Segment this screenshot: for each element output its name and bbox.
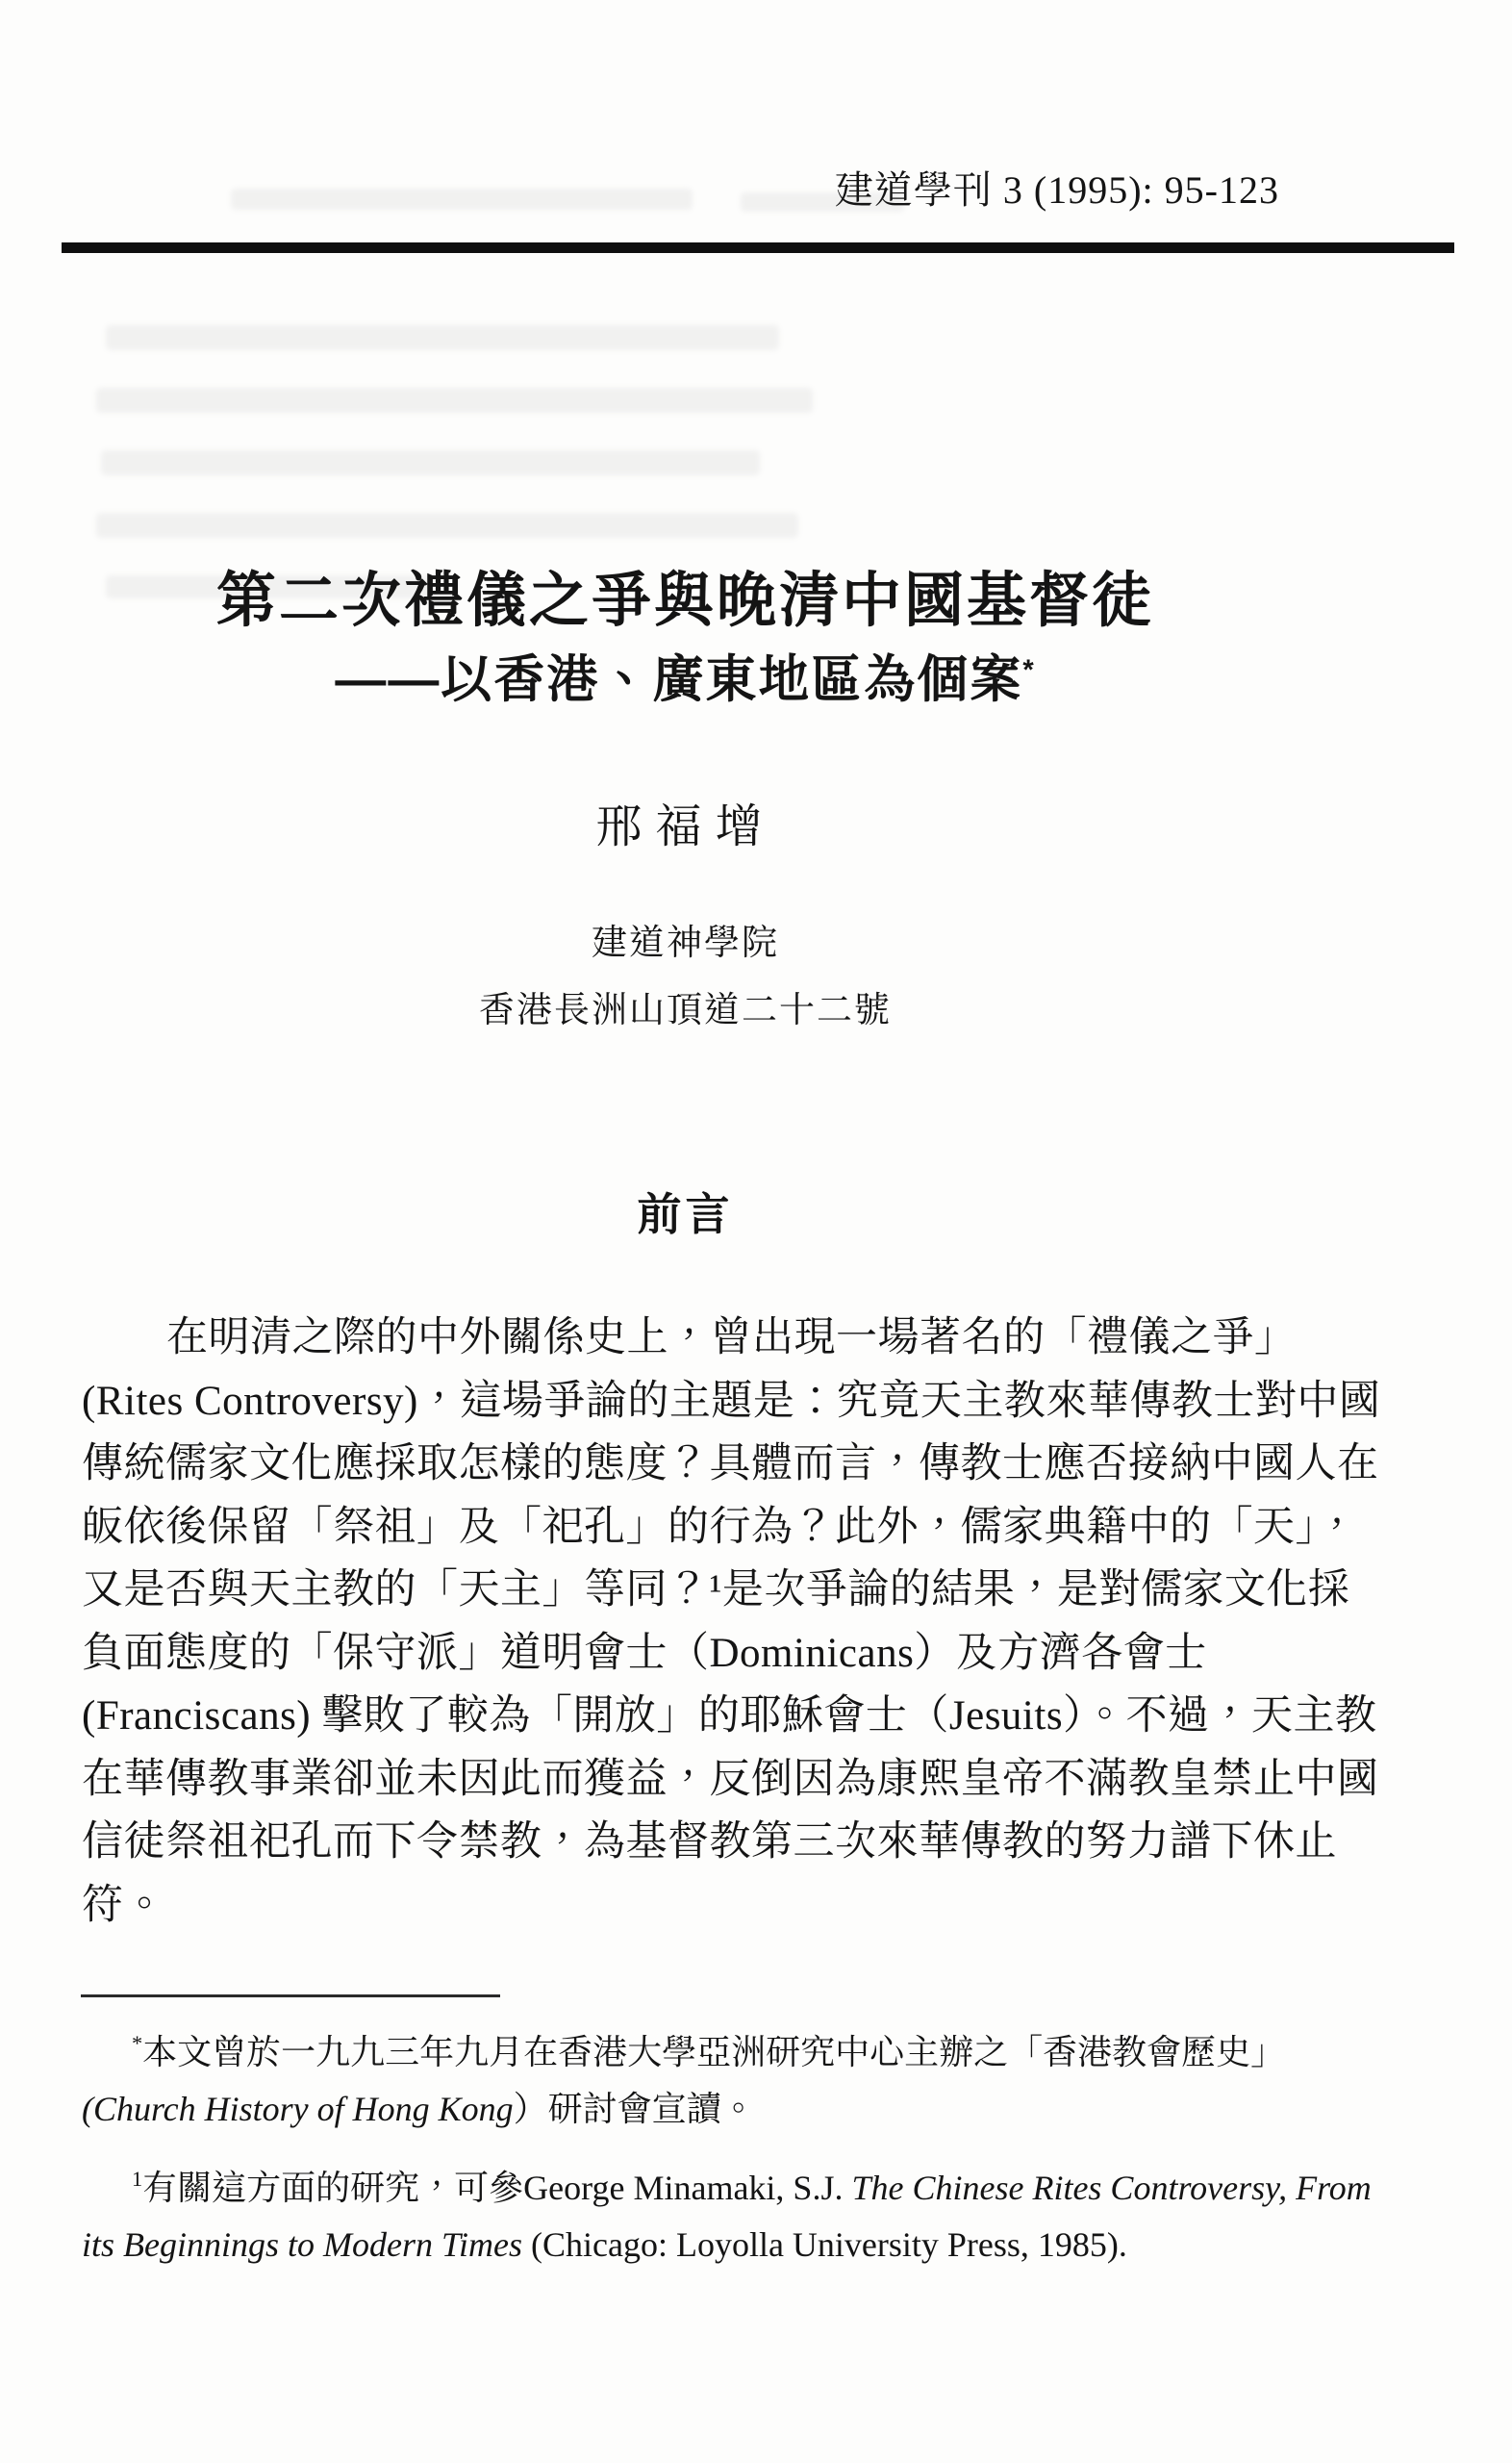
body-line: 在明清之際的中外關係史上，曾出現一場著名的「禮儀之爭」 [166,1315,1297,1360]
bleed-through-artifact [106,325,779,350]
article-subtitle [82,639,1289,712]
header-divider-rule [62,242,1454,253]
footnote-one-marker: 1 [132,2167,143,2191]
body-line: (Franciscans) 擊敗了較為「開放」的耶穌會士（Jesuits）。不過，天主教 [82,1693,1377,1739]
body-line: 皈依後保留「祭祖」及「祀孔」的行為？此外，儒家典籍中的「天」， [82,1504,1358,1550]
footnote-star-italic-title: (Church History of Hong Kong [82,2090,514,2128]
section-heading-foreword: 前言 [637,1189,734,1239]
affiliation-institution: 建道神學院 [592,924,779,963]
article-subtitle-text: ——以香港、廣東地區為個案 [335,651,1023,708]
footnote-star-text: 本文曾於一九九三年九月在香港大學亞洲研究中心主辦之「香港教會歷史」 [142,2033,1286,2071]
bleed-through-artifact [101,450,760,475]
footnote-one-line1 [82,2150,1372,2217]
footnote-star-line1 [82,2015,1296,2081]
body-line: 又是否與天主教的「天主」等同？¹是次爭論的結果，是對儒家文化採 [82,1567,1350,1612]
footnote-star-line2 [82,2081,1296,2138]
footnote-one-italic-title-part2: its Beginnings to Modern Times [82,2225,531,2264]
footnote-one-italic-title-part1: The Chinese Rites Controversy, From [851,2169,1372,2207]
body-line: 負面態度的「保守派」道明會士（Dominicans）及方濟各會士 [82,1630,1207,1676]
footnote-star-line2-rest: ）研討會宣讀。 [513,2090,756,2128]
body-line: 信徒祭祖祀孔而下令禁教，為基督教第三次來華傳教的努力譜下休止 [82,1819,1337,1865]
subtitle-footnote-marker: * [1022,655,1036,686]
footnote-one [82,2150,1372,2273]
bleed-through-artifact [96,388,813,413]
footnotes-section [82,2015,1372,2273]
footnote-one-upright-text: 有關這方面的研究，可參George Minamaki, S.J. [142,2169,852,2207]
body-paragraph [82,1307,1381,1937]
footnote-star-marker: * [132,2031,143,2055]
author-name: 邢福增 [595,801,775,852]
author-affiliation [82,910,1289,1045]
footnote-divider-rule [81,1994,500,1997]
footnote-star [82,2015,1296,2138]
body-line: 傳統儒家文化應採取怎樣的態度？具體而言，傳教士應否接納中國人在 [82,1441,1379,1486]
body-line: 在華傳教事業卻並未因此而獲益，反倒因為康熙皇帝不滿教皇禁止中國 [82,1756,1379,1802]
journal-header: 建道學刊 3 (1995): 95-123 [834,168,1279,212]
footnote-one-line2 [82,2217,1296,2273]
bleed-through-artifact [96,513,798,538]
footnote-one-publisher-text: (Chicago: Loyolla University Press, 1985). [531,2225,1127,2264]
body-line: (Rites Controversy)，這場爭論的主題是：究竟天主教來華傳教士對中國 [82,1378,1381,1424]
article-title: 第二次禮儀之爭與晚清中國基督徒 [215,568,1154,634]
body-line: 符。 [82,1882,165,1928]
affiliation-address: 香港長洲山頂道二十二號 [479,991,892,1030]
bleed-through-artifact [231,189,693,210]
